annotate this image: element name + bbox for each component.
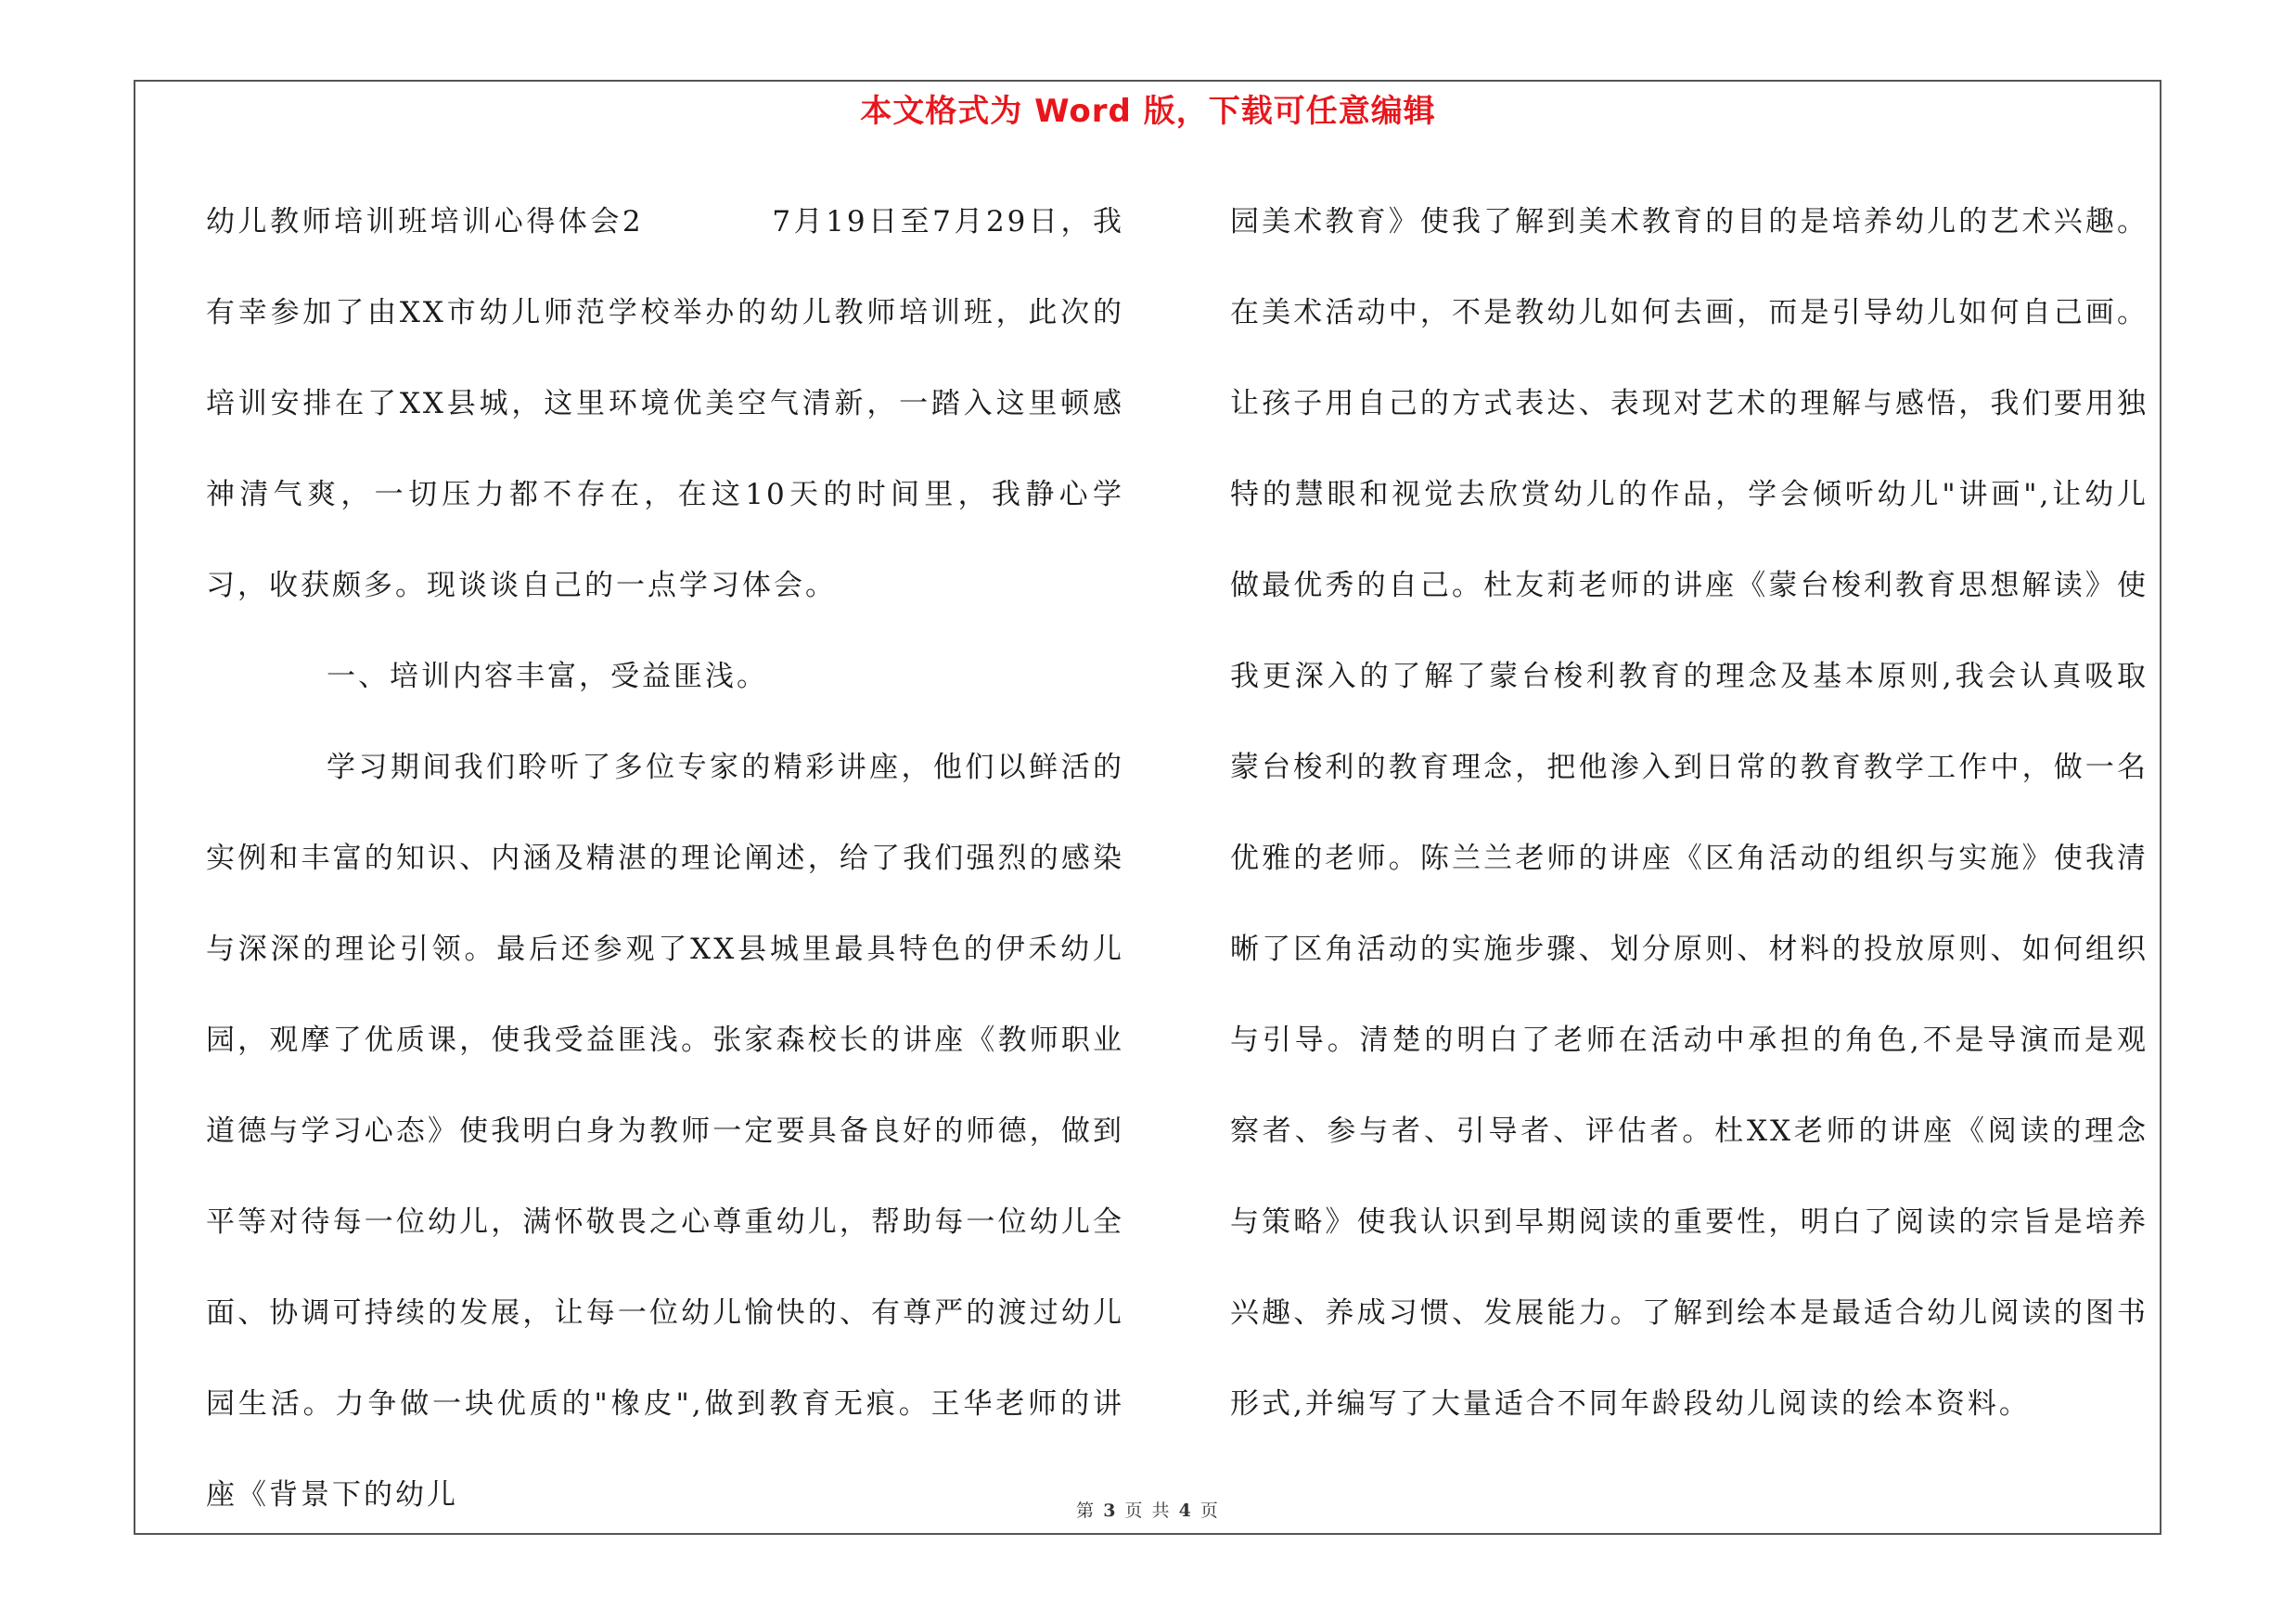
footer-middle: 页 共	[1124, 1501, 1172, 1521]
download-banner: 本文格式为 Word 版，下载可任意编辑	[860, 93, 1436, 130]
current-page-number: 3	[1103, 1501, 1118, 1521]
total-pages-number: 4	[1178, 1501, 1193, 1521]
footer-prefix: 第	[1076, 1501, 1097, 1521]
body-paragraph-continued: 园美术教育》使我了解到美术教育的目的是培养幼儿的艺术兴趣。在美术活动中，不是教幼儿如何去画，而是引导幼儿如何自己画。让孩子用自己的方式表达、表现对艺术的理解与感悟，我们要用独特的慧眼和视觉去欣赏幼儿的作品，学会倾听幼儿"讲画",让幼儿做最优秀的自己。杜友莉老师的讲座《蒙台梭利教育思想解读》使我更深入的了解了蒙台梭利教育的理念及基本原则,我会认真吸取蒙台梭利的教育理念，把他渗入到日常的教育教学工作中，做一名优雅的老师。陈兰兰老师的讲座《区角活动的组织与实施》使我清晰了区角活动的实施步骤、划分原则、材料的投放原则、如何组织与引导。清楚的明白了老师在活动中承担的角色,不是导演而是观察者、参与者、引导者、评估者。杜XX老师的讲座《阅读的理念与策略》使我认识到早期阅读的重要性，明白了阅读的宗旨是培养兴趣、养成习惯、发展能力。了解到绘本是最适合幼儿阅读的图书形式,并编写了大量适合不同年龄段幼儿阅读的绘本资料。	[1230, 205, 2148, 1421]
page-number-footer	[0, 1497, 2296, 1522]
intro-paragraph: 幼儿教师培训班培训心得体会2 7月19日至7月29日，我有幸参加了由XX市幼儿师范学校举办的幼儿教师培训班，此次的培训安排在了XX县城，这里环境优美空气清新，一踏入这里顿感神清气爽，一切压力都不存在，在这10天的时间里，我静心学习，收获颇多。现谈谈自己的一点学习体会。	[206, 205, 1124, 602]
left-column	[206, 176, 1124, 1540]
body-paragraph: 学习期间我们聆听了多位专家的精彩讲座，他们以鲜活的实例和丰富的知识、内涵及精湛的理论阐述，给了我们强烈的感染与深深的理论引领。最后还参观了XX县城里最具特色的伊禾幼儿园，观摩了优质课，使我受益匪浅。张家森校长的讲座《教师职业道德与学习心态》使我明白身为教师一定要具备良好的师德，做到平等对待每一位幼儿，满怀敬畏之心尊重幼儿，帮助每一位幼儿全面、协调可持续的发展，让每一位幼儿愉快的、有尊严的渡过幼儿园生活。力争做一块优质的"橡皮",做到教育无痕。王华老师的讲座《背景下的幼儿	[206, 751, 1124, 1512]
footer-suffix: 页	[1199, 1501, 1220, 1521]
section-heading: 一、培训内容丰富，受益匪浅。	[327, 660, 768, 693]
right-column	[1230, 176, 2148, 1449]
